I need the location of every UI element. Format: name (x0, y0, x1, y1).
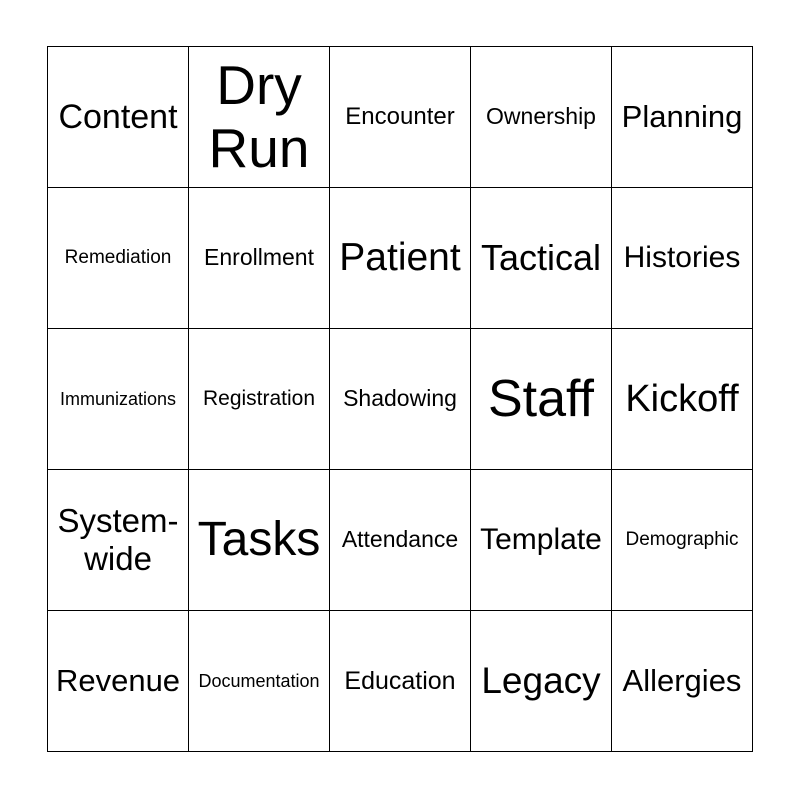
cell-word: Legacy (481, 660, 601, 702)
bingo-cell[interactable] (189, 188, 330, 329)
bingo-cell[interactable] (471, 611, 612, 752)
bingo-cell[interactable] (471, 329, 612, 470)
cell-word: Template (480, 523, 602, 557)
cell-word: Attendance (341, 526, 459, 553)
bingo-cell[interactable] (48, 47, 189, 188)
bingo-cell[interactable] (189, 47, 330, 188)
cell-word: Dry Run (208, 53, 310, 179)
cell-word: Histories (623, 241, 741, 275)
bingo-cell[interactable] (330, 611, 471, 752)
cell-word: Education (344, 667, 456, 695)
cell-word: Documentation (198, 670, 320, 691)
cell-word: Patient (339, 236, 461, 280)
cell-word: Remediation (64, 247, 172, 269)
bingo-cell[interactable] (612, 188, 753, 329)
cell-word: Planning (621, 98, 743, 134)
cell-word: Tasks (197, 513, 321, 567)
cell-word: Ownership (486, 103, 596, 130)
bingo-cell[interactable] (48, 188, 189, 329)
bingo-cell[interactable] (48, 470, 189, 611)
bingo-cell[interactable] (189, 611, 330, 752)
bingo-cell[interactable] (330, 470, 471, 611)
bingo-cell[interactable] (330, 47, 471, 188)
cell-word: System-wide (57, 502, 179, 577)
bingo-cell[interactable] (612, 329, 753, 470)
cell-word: Revenue (55, 662, 181, 698)
cell-word: Registration (202, 387, 316, 411)
cell-word: Immunizations (59, 388, 177, 409)
cell-word: Kickoff (625, 377, 739, 420)
cell-word: Shadowing (343, 385, 457, 412)
bingo-cell[interactable] (189, 470, 330, 611)
cell-word: Demographic (625, 529, 739, 551)
cell-word: Staff (487, 369, 594, 428)
cell-word: Tactical (480, 236, 602, 278)
bingo-cell[interactable] (612, 47, 753, 188)
cell-word: Allergies (622, 662, 742, 698)
bingo-cell[interactable] (612, 470, 753, 611)
cell-word: Enrollment (204, 244, 314, 271)
bingo-cell[interactable] (471, 470, 612, 611)
bingo-cell[interactable] (330, 188, 471, 329)
bingo-cell[interactable] (48, 329, 189, 470)
bingo-cell[interactable] (189, 329, 330, 470)
cell-word: Content (58, 97, 178, 136)
bingo-board (47, 46, 753, 752)
bingo-cell[interactable] (612, 611, 753, 752)
bingo-cell[interactable] (330, 329, 471, 470)
bingo-cell[interactable] (471, 47, 612, 188)
cell-word: Encounter (345, 102, 455, 130)
bingo-cell[interactable] (471, 188, 612, 329)
bingo-cell[interactable] (48, 611, 189, 752)
